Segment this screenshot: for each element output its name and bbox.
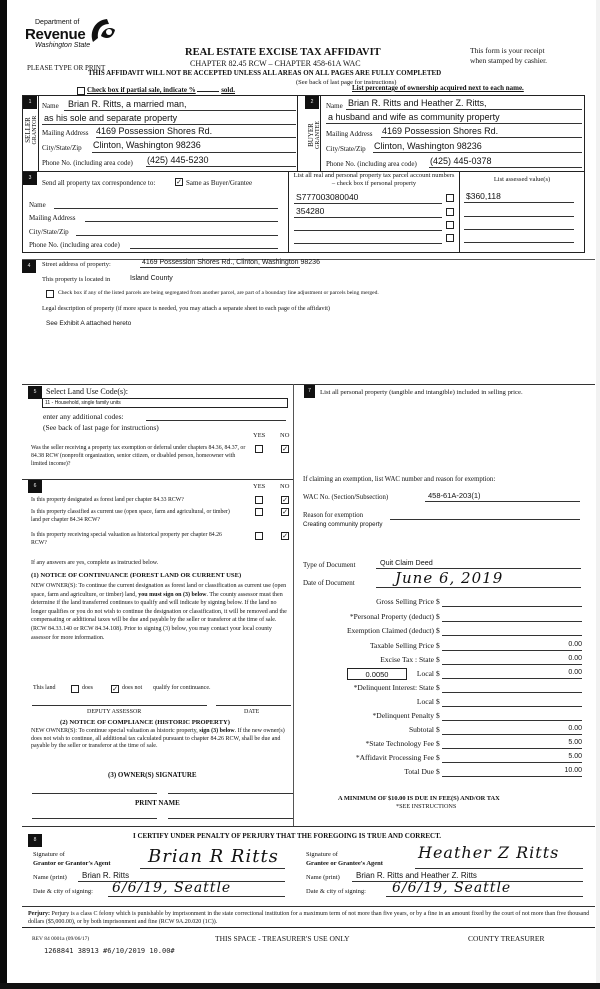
grantee-name-label: Name (print) xyxy=(306,874,340,881)
receipt-note-1: This form is your receipt xyxy=(470,46,545,55)
dollar-sign: $ xyxy=(436,767,440,776)
dollar-sign: $ xyxy=(436,711,440,720)
deputy-assessor-label: DEPUTY ASSESSOR xyxy=(87,709,142,715)
amount-field[interactable]: 0.00 xyxy=(568,725,582,732)
amount-row xyxy=(300,641,590,653)
amount-line xyxy=(442,762,582,763)
buyer-name-field[interactable]: Brian R. Ritts and Heather Z. Ritts, xyxy=(348,98,487,108)
section-2-badge: 2 xyxy=(305,96,319,109)
assessor-date-label: DATE xyxy=(244,709,260,715)
parcel-row xyxy=(292,192,582,204)
section-3-badge: 3 xyxy=(23,172,37,185)
segregated-label: Check box if any of the listed parcels are being segregated from another parcel, are part of a boundary line adjustment or parcels being merged. xyxy=(58,290,379,296)
if-yes-instruction: If any answers are yes, complete as instructed below. xyxy=(31,560,159,566)
form-title: REAL ESTATE EXCISE TAX AFFIDAVIT xyxy=(185,47,381,58)
legal-description-field[interactable]: See Exhibit A attached hereto xyxy=(46,320,132,327)
exemption-yes-checkbox[interactable] xyxy=(255,445,263,453)
amount-line xyxy=(442,678,582,679)
revenue-logo-icon xyxy=(87,16,117,46)
section-7-badge: 7 xyxy=(304,385,315,398)
seller-mailing-field[interactable]: 4169 Possession Shores Rd. xyxy=(96,126,213,136)
partial-sale-checkbox[interactable] xyxy=(77,87,85,95)
owner-signature-line-2[interactable] xyxy=(168,793,293,794)
seller-name-field-2[interactable]: as his sole and separate property xyxy=(44,113,178,123)
scan-border-left xyxy=(0,0,7,989)
notice-continuance-title: (1) NOTICE OF CONTINUANCE (FOREST LAND OR CURRENT USE) xyxy=(31,572,242,579)
buyer-name-label: Name xyxy=(326,102,343,110)
amount-line xyxy=(442,734,582,735)
historical-property-question: Is this property receiving special valuation as historical property per chapter 84.26 RCW? xyxy=(31,532,222,546)
street-address-label: Street address of property: xyxy=(42,261,111,268)
amount-label: Excise Tax : State xyxy=(380,655,434,664)
correspondence-mailing-label: Mailing Address xyxy=(29,214,76,222)
parcel-row xyxy=(292,206,582,218)
assessor-date-line[interactable] xyxy=(216,705,291,706)
parcels-header: List all real and personal property tax parcel account numbers – check box if personal property xyxy=(293,172,455,187)
forest-land-no-checkbox[interactable]: ✓ xyxy=(282,496,288,504)
form-subtitle: CHAPTER 82.45 RCW – CHAPTER 458-61A WAC xyxy=(190,59,361,68)
owner-signature-line-1[interactable] xyxy=(32,793,157,794)
legal-description-label: Legal description of property (if more space is needed, you may attach a separate sheet to each page of the affidavit) xyxy=(42,305,330,312)
buyer-city-label: City/State/Zip xyxy=(326,145,366,153)
scan-border-right xyxy=(596,0,600,989)
personal-property-checkbox[interactable] xyxy=(446,221,454,229)
buyer-mailing-field[interactable]: 4169 Possession Shores Rd. xyxy=(382,126,499,136)
amount-row xyxy=(300,725,590,737)
buyer-phone-label: Phone No. (including area code) xyxy=(326,160,417,168)
amount-line xyxy=(442,706,582,707)
amount-label: *Personal Property (deduct) xyxy=(349,612,434,621)
amount-line xyxy=(442,621,582,622)
seller-city-label: City/State/Zip xyxy=(42,144,82,152)
correspondence-phone-label: Phone No. (including area code) xyxy=(29,241,120,249)
buyer-mailing-label: Mailing Address xyxy=(326,130,373,138)
same-as-buyer-checkbox[interactable]: ✓ xyxy=(176,178,182,186)
please-type: PLEASE TYPE OR PRINT xyxy=(27,64,106,72)
exemption-reason-label: Reason for exemption xyxy=(303,512,364,519)
ownership-note: List percentage of ownership acquired next to each name. xyxy=(352,84,524,92)
segregated-checkbox[interactable] xyxy=(46,290,54,298)
section-5-badge: 5 xyxy=(28,386,42,399)
buyer-phone-field[interactable]: (425) 445-0378 xyxy=(430,156,492,166)
amount-label: Gross Selling Price xyxy=(376,597,434,606)
assessed-header: List assessed value(s) xyxy=(493,176,551,183)
current-use-yes-checkbox[interactable] xyxy=(255,508,263,516)
dollar-sign: $ xyxy=(436,626,440,635)
form-number: REV 84 0001a (09/06/17) xyxy=(32,936,90,942)
amount-row xyxy=(300,767,590,779)
amount-label: Local xyxy=(416,697,434,706)
yes-column-header: YES xyxy=(253,483,266,490)
personal-property-checkbox[interactable] xyxy=(446,208,454,216)
street-address-field[interactable]: 4169 Possession Shores Rd., Clinton, Washington 98236 xyxy=(142,259,320,266)
owner-signature-label: (3) OWNER(S) SIGNATURE xyxy=(108,771,197,779)
forest-land-yes-checkbox[interactable] xyxy=(255,496,263,504)
amount-row xyxy=(300,711,590,723)
amount-row xyxy=(300,753,590,765)
amount-row xyxy=(300,655,590,667)
agency-line3: Washington State xyxy=(35,42,91,49)
grantee-signature[interactable]: Heather Z Ritts xyxy=(418,843,560,862)
form-warning: THIS AFFIDAVIT WILL NOT BE ACCEPTED UNLESS ALL AREAS ON ALL PAGES ARE FULLY COMPLETED xyxy=(88,69,442,77)
correspondence-city-label: City/State/Zip xyxy=(29,228,69,236)
grantor-name-label: Name (print) xyxy=(33,874,67,881)
grantee-name-field[interactable]: Brian R. Ritts and Heather Z. Ritts xyxy=(356,871,477,880)
document-date-field[interactable]: June 6, 2019 xyxy=(395,569,504,587)
grantor-name-field[interactable]: Brian R. Ritts xyxy=(82,871,130,880)
amount-row xyxy=(300,739,590,751)
seller-mailing-label: Mailing Address xyxy=(42,129,89,137)
grantor-signature[interactable]: Brian R Ritts xyxy=(148,846,279,867)
agency-line2: Revenue xyxy=(25,26,86,43)
amount-row xyxy=(300,626,590,638)
amount-line xyxy=(442,650,582,651)
parcel-account-field[interactable]: S777003080040 xyxy=(296,192,359,202)
personal-property-label: List all personal property (tangible and intangible) included in selling price. xyxy=(320,389,523,396)
dollar-sign: $ xyxy=(436,612,440,621)
county-treasurer-label: COUNTY TREASURER xyxy=(468,934,545,943)
no-column-header: NO xyxy=(280,432,290,439)
amount-row xyxy=(300,683,590,695)
minimum-due-note: A MINIMUM OF $10.00 IS DUE IN FEE(S) AND/OR TAX xyxy=(338,795,500,802)
seller-phone-field[interactable]: (425) 445-5230 xyxy=(147,155,209,165)
exemption-question: Was the seller receiving a property tax exemption or deferral under chapters 84.36, 84.37, or 84.38 RCW (nonprofit organization, senior citizen, or disabled person, homeowner with limited income)? xyxy=(31,445,246,467)
dollar-sign: $ xyxy=(436,641,440,650)
amount-line xyxy=(442,748,582,749)
yes-column-header: YES xyxy=(253,432,266,439)
seller-city-field[interactable]: Clinton, Washington 98236 xyxy=(93,140,201,150)
amount-field[interactable]: 0.00 xyxy=(568,641,582,648)
section-6-badge: 6 xyxy=(28,480,42,493)
amount-label: *Delinquent Interest: State xyxy=(353,683,434,692)
seller-phone-label: Phone No. (including area code) xyxy=(42,159,133,167)
notice-compliance-title: (2) NOTICE OF COMPLIANCE (HISTORIC PROPERTY) xyxy=(60,719,230,726)
amount-label: *Affidavit Processing Fee xyxy=(355,753,434,762)
exemption-reason-field[interactable]: Creating community property xyxy=(303,521,383,528)
amount-label: *Delinquent Penalty xyxy=(372,711,434,720)
exemption-no-checkbox[interactable]: ✓ xyxy=(282,445,288,453)
current-use-question: Is this property classified as current use (open space, farm and agricultural, or timber) land per chapter 84.34 RCW? xyxy=(31,509,230,523)
section-4-badge: 4 xyxy=(22,260,36,273)
amount-line xyxy=(442,776,582,777)
print-name-label: PRINT NAME xyxy=(135,799,180,807)
dollar-sign: $ xyxy=(436,683,440,692)
print-name-line-2[interactable] xyxy=(168,818,293,819)
grantor-signature-label-2: Grantor or Grantor's Agent xyxy=(33,860,111,867)
grantee-signature-label-2: Grantee or Grantee's Agent xyxy=(306,860,383,867)
print-name-line-1[interactable] xyxy=(32,818,157,819)
dollar-sign: $ xyxy=(436,739,440,748)
grantee-date-label: Date & city of signing: xyxy=(306,888,366,895)
land-use-label: Select Land Use Code(s): xyxy=(46,387,128,396)
historical-yes-checkbox[interactable] xyxy=(255,532,263,540)
document-type-label: Type of Document xyxy=(303,561,356,569)
wac-number-field[interactable]: 458-61A-203(1) xyxy=(428,491,481,500)
amount-line xyxy=(442,692,582,693)
notice-compliance-text: NEW OWNER(S): To continue special valuation as historic property, sign (3) below. If the new owner(s) does not wish to continue, all additional tax calculated pursuant to chapter 84.26 RCW, shall be due and payable by the seller or transferor at the time of sale. xyxy=(31,728,285,750)
grantor-signature-label-1: Signature of xyxy=(33,851,65,858)
amount-label: Taxable Selling Price xyxy=(369,641,434,650)
parcel-account-field[interactable]: 354280 xyxy=(296,206,325,216)
amount-label: *State Technology Fee xyxy=(365,739,434,748)
document-type-field[interactable]: Quit Claim Deed xyxy=(380,558,433,567)
tax-rate-box: 0.0050 xyxy=(347,668,407,680)
parcel-row xyxy=(292,232,582,244)
continuance-row: This land does ✓ does not qualify for continuance. xyxy=(33,685,211,693)
land-use-select[interactable]: 11 - Household, single family units xyxy=(42,398,288,408)
amount-label: Total Due xyxy=(404,767,434,776)
amount-field[interactable]: 0.00 xyxy=(568,655,582,662)
deputy-assessor-signature-line[interactable] xyxy=(32,705,207,706)
seller-name-field[interactable]: Brian R. Ritts, a married man, xyxy=(68,99,187,109)
assessed-value-field[interactable]: $360,118 xyxy=(466,191,501,201)
additional-codes-label: enter any additional codes: xyxy=(43,412,124,421)
receipt-note-2: when stamped by cashier. xyxy=(470,56,548,65)
section-8-badge: 8 xyxy=(28,834,42,847)
personal-property-checkbox[interactable] xyxy=(446,194,454,202)
scan-border-bottom xyxy=(0,983,600,989)
dollar-sign: $ xyxy=(436,669,440,678)
send-correspondence-label: Send all property tax correspondence to: xyxy=(42,179,156,187)
dollar-sign: $ xyxy=(436,597,440,606)
amount-row xyxy=(300,597,590,609)
grantor-date-city-field[interactable]: 6/6/19, Seattle xyxy=(112,880,232,896)
does-not-qualify-checkbox[interactable]: ✓ xyxy=(112,685,118,693)
amount-line xyxy=(442,635,582,636)
amount-field[interactable]: 10.00 xyxy=(564,767,582,774)
parcel-row xyxy=(292,219,582,231)
grantee-signature-label-1: Signature of xyxy=(306,851,338,858)
amount-field[interactable]: 5.00 xyxy=(568,753,582,760)
grantor-date-label: Date & city of signing: xyxy=(33,888,93,895)
personal-property-checkbox[interactable] xyxy=(446,234,454,242)
partial-sale-label: Check box if partial sale, indicate % sold. xyxy=(87,86,236,94)
see-back-instructions: (See back of last page for instructions) xyxy=(43,423,159,432)
document-date-label: Date of Document xyxy=(303,579,355,587)
section-1-badge: 1 xyxy=(23,96,37,109)
located-in-field[interactable]: Island County xyxy=(130,275,173,282)
historical-no-checkbox[interactable]: ✓ xyxy=(282,532,288,540)
forest-land-question: Is this property designated as forest land per chapter 84.33 RCW? xyxy=(31,497,184,503)
perjury-certification: I CERTIFY UNDER PENALTY OF PERJURY THAT THE FOREGOING IS TRUE AND CORRECT. xyxy=(133,832,442,840)
buyer-city-field[interactable]: Clinton, Washington 98236 xyxy=(374,141,482,151)
buyer-name-field-2[interactable]: a husband and wife as community property xyxy=(328,112,500,122)
buyer-side-label: BUYER GRANTEE xyxy=(307,121,321,149)
agency-line1: Department of xyxy=(35,19,80,26)
amount-field[interactable]: 5.00 xyxy=(568,739,582,746)
current-use-no-checkbox[interactable]: ✓ xyxy=(282,508,288,516)
see-back-note: (See back of last page for instructions) xyxy=(296,79,397,86)
treasurer-space-label: THIS SPACE - TREASURER'S USE ONLY xyxy=(215,934,350,943)
amount-label: Exemption Claimed (deduct) xyxy=(346,626,434,635)
does-qualify-checkbox[interactable] xyxy=(71,685,79,693)
seller-side-label: SELLER GRANTOR xyxy=(24,115,38,145)
amount-row xyxy=(300,612,590,624)
notice-continuance-text: NEW OWNER(S): To continue the current designation as forest land or classification as current use (open space, farm and agriculture, or timber) land, you must sign on (3) below. The county assessor must then determine if the land transferred continues to qualify and will indicate by signing below. If the land no longer qualifies or you do not wish to continue the designation or classification, it will be removed and the compensating or additional taxes will be due and payable by the seller or transferor at the time of sale. (RCW 84.33.140 or RCW 84.34.108). Prior to signing (3) below, you may contact your local county assessor for more information. xyxy=(31,583,287,641)
receipt-stamp: 1268841 38913 #6/10/2019 10.00# xyxy=(44,947,175,955)
perjury-notice: Perjury: Perjury is a class C felony which is punishable by imprisonment in the state correctional institution for a maximum term of not more than five years, or by a fine in an amount fixed by the court of not more than five thousand dollars ($5,000.00), or by both imprisonment and fine (RCW 9A.20.020 (1C)). xyxy=(28,911,590,925)
amount-field[interactable]: 0.00 xyxy=(568,669,582,676)
dollar-sign: $ xyxy=(436,655,440,664)
seller-name-label: Name xyxy=(42,102,59,110)
correspondence-name-label: Name xyxy=(29,201,46,209)
exemption-claim-label: If claiming an exemption, list WAC number and reason for exemption: xyxy=(303,476,496,483)
dollar-sign: $ xyxy=(436,725,440,734)
agency-logo xyxy=(25,18,120,52)
located-in-label: This property is located in xyxy=(42,276,111,283)
dollar-sign: $ xyxy=(436,697,440,706)
dollar-sign: $ xyxy=(436,753,440,762)
wac-number-label: WAC No. (Section/Subsection) xyxy=(303,494,389,501)
see-instructions-note: *SEE INSTRUCTIONS xyxy=(396,803,457,810)
amount-line xyxy=(442,606,582,607)
amount-label: Local xyxy=(416,669,434,678)
no-column-header: NO xyxy=(280,483,290,490)
same-as-buyer-label: Same as Buyer/Grantee xyxy=(186,179,253,187)
amount-line xyxy=(442,720,582,721)
amount-row xyxy=(300,669,590,681)
grantee-date-city-field[interactable]: 6/6/19, Seattle xyxy=(392,880,512,896)
amount-row xyxy=(300,697,590,709)
amount-label: Subtotal xyxy=(408,725,434,734)
amount-line xyxy=(442,664,582,665)
